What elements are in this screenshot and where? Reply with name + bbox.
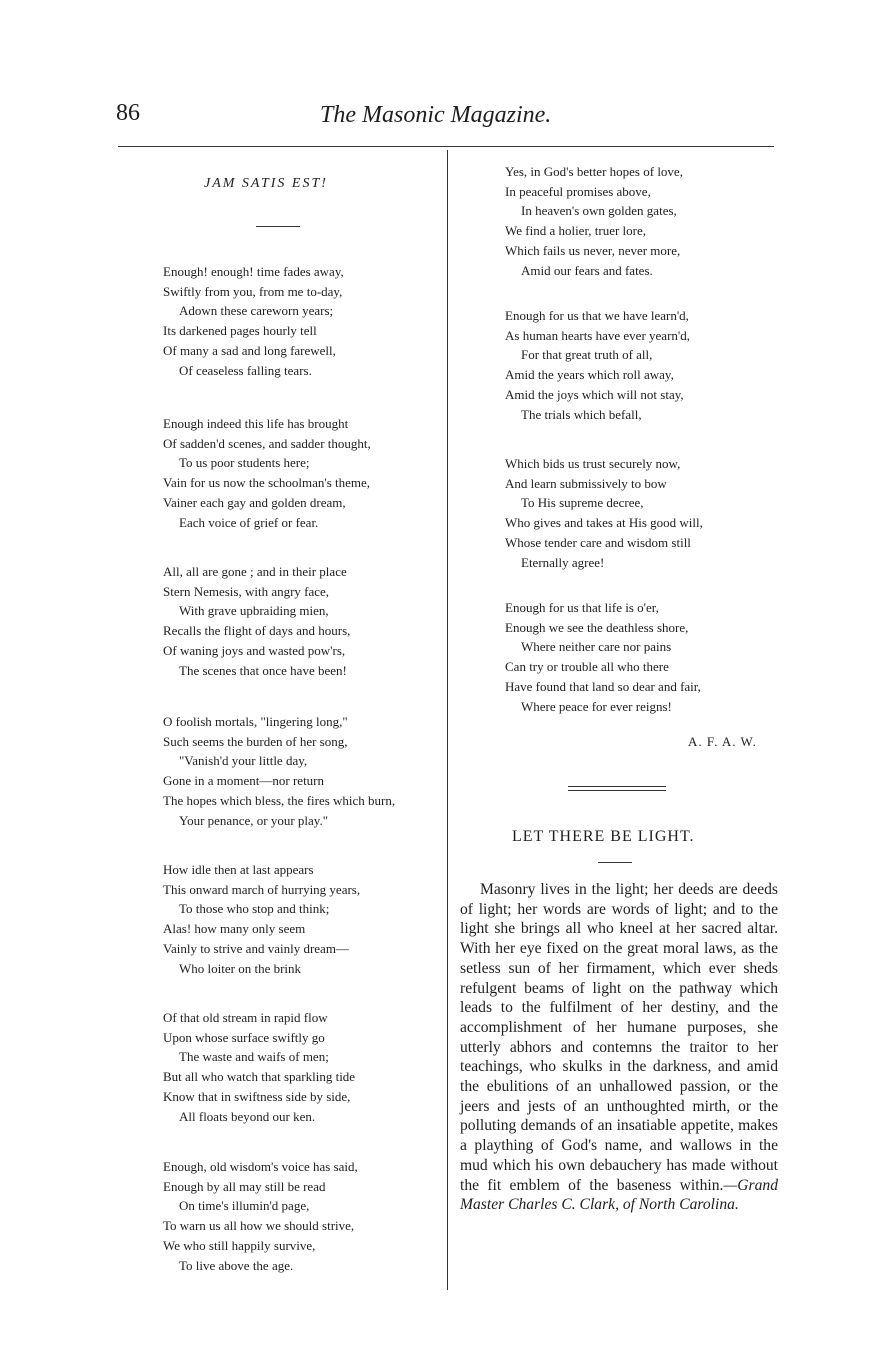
poem-line: Vainer each gay and golden dream, (163, 494, 346, 510)
poem-line: Enough by all may still be read (163, 1178, 326, 1194)
page-number: 86 (116, 100, 140, 126)
poem-line: All floats beyond our ken. (179, 1108, 316, 1124)
poem-stanza (163, 1157, 358, 1275)
section-divider-rule (568, 786, 666, 787)
poem-line: The waste and waifs of men; (179, 1049, 329, 1065)
poem-line: For that great truth of all, (521, 347, 653, 363)
poem-line: Of ceaseless falling tears. (179, 362, 312, 378)
poem-line: Where peace for ever reigns! (521, 698, 672, 714)
poem-line: Which fails us never, never more, (505, 242, 681, 258)
poem-stanza (163, 712, 395, 830)
poem-line: Swiftly from you, from me to-day, (163, 283, 343, 299)
poem-line: Yes, in God's better hopes of love, (505, 164, 683, 179)
poem-line: Its darkened pages hourly tell (163, 323, 317, 339)
poem-line: Enough, old wisdom's voice has said, (163, 1159, 358, 1174)
poem-line: To those who stop and think; (179, 901, 330, 917)
article-attribution: —Grand Master Charles C. Clark, of North Carolina. (460, 1176, 778, 1214)
poem-line: Can try or trouble all who there (505, 659, 669, 675)
article-title-rule (598, 862, 632, 863)
poem-line: Enough! enough! time fades away, (163, 264, 344, 279)
poem-line: Have found that land so dear and fair, (505, 678, 701, 694)
article-text: Masonry lives in the light; her deeds are deeds of light; her words are words of light; and to the light she brings all who kneel at her sacred altar. With her eye fixed on the great moral laws, as the setless sun of her firmament, which ever sheds refulgent beams of light on the pathway which leads to the fulfilment of her destiny, and the accomplishment of her humane purposes, she utterly abhors and contemns the traitor to her teachings, who skulks in the darkness, and amid the ebulitions of an unhallowed passion, or the jeers and jests of an unthoughted mirth, or the polluting demands of an insatiable appetite, makes a plaything of God's name, and wallows in the mud which his own debauchery has made without the fit emblem of the baseness within. (460, 881, 778, 1194)
poem-line: And learn submissively to bow (505, 475, 667, 491)
poem-line: Such seems the burden of her song, (163, 733, 348, 749)
page-header (0, 0, 880, 140)
poem-line: Amid the joys which will not stay, (505, 386, 684, 402)
poem-line: Vain for us now the schoolman's theme, (163, 475, 371, 491)
poem-line: Upon whose surface swiftly go (163, 1029, 325, 1045)
poem-stanza (505, 598, 701, 716)
poem-line: Amid the years which roll away, (505, 367, 674, 383)
poem-line: To His supreme decree, (521, 495, 644, 511)
poem-stanza (505, 162, 683, 280)
poem-line: Know that in swiftness side by side, (163, 1088, 351, 1104)
poem-line: With grave upbraiding mien, (179, 603, 329, 619)
poem-line: Enough for us that we have learn'd, (505, 308, 689, 323)
poem-stanza (505, 454, 703, 572)
poem-title-rule (256, 226, 300, 227)
poem-line: In heaven's own golden gates, (521, 203, 677, 219)
poem-line: Gone in a moment—nor return (163, 773, 325, 789)
section-divider-rule (568, 790, 666, 791)
header-rule (118, 146, 774, 147)
poem-line: Stern Nemesis, with angry face, (163, 583, 330, 599)
poem-line: We find a holier, truer lore, (505, 223, 647, 239)
poem-line: Enough indeed this life has brought (163, 416, 349, 431)
poem-line: We who still happily survive, (163, 1237, 316, 1253)
poem-title: JAM SATIS EST! (204, 176, 328, 191)
poem-stanza (163, 1008, 355, 1126)
article-body (460, 880, 778, 1215)
poem-stanza (163, 262, 344, 380)
poem-line: Eternally agree! (521, 554, 605, 570)
poem-line: Who loiter on the brink (179, 960, 302, 976)
poem-line: Who gives and takes at His good will, (505, 515, 703, 531)
poem-line: Adown these careworn years; (179, 303, 334, 319)
poem-line: Enough we see the deathless shore, (505, 619, 689, 635)
poem-line: "Vanish'd your little day, (179, 753, 308, 769)
poem-stanza (163, 562, 350, 680)
poem-line: Each voice of grief or fear. (179, 514, 319, 530)
poem-signature: A. F. A. W. (688, 734, 757, 749)
poem-line: To live above the age. (179, 1257, 294, 1273)
poem-line: Of many a sad and long farewell, (163, 342, 336, 358)
poem-line: Vainly to strive and vainly dream— (163, 940, 349, 956)
poem-line: How idle then at last appears (163, 862, 314, 877)
poem-stanza (163, 860, 360, 978)
poem-line: Enough for us that life is o'er, (505, 600, 659, 615)
poem-line: Of waning joys and wasted pow'rs, (163, 642, 346, 658)
poem-line: Amid our fears and fates. (521, 262, 653, 278)
poem-line: All, all are gone ; and in their place (163, 564, 347, 579)
poem-line: In peaceful promises above, (505, 183, 651, 199)
poem-line: Your penance, or your play." (179, 812, 328, 828)
poem-line: The scenes that once have been! (179, 662, 347, 678)
running-title: The Masonic Magazine. (320, 102, 552, 128)
column-divider (447, 150, 448, 1290)
poem-line: This onward march of hurrying years, (163, 881, 361, 897)
poem-line: The hopes which bless, the fires which burn, (163, 792, 396, 808)
article-title: LET THERE BE LIGHT. (512, 828, 695, 845)
poem-line: Of sadden'd scenes, and sadder thought, (163, 435, 371, 451)
poem-stanza (163, 414, 371, 532)
poem-line: On time's illumin'd page, (179, 1198, 310, 1214)
poem-line: O foolish mortals, "lingering long," (163, 714, 348, 729)
poem-line: Alas! how many only seem (163, 921, 306, 937)
poem-line: Of that old stream in rapid flow (163, 1010, 328, 1025)
poem-line: To warn us all how we should strive, (163, 1218, 355, 1234)
poem-line: As human hearts have ever yearn'd, (505, 327, 690, 343)
poem-stanza (505, 306, 690, 424)
poem-line: Which bids us trust securely now, (505, 456, 681, 471)
poem-line: The trials which befall, (521, 406, 642, 422)
poem-line: To us poor students here; (179, 455, 310, 471)
poem-line: But all who watch that sparkling tide (163, 1069, 356, 1085)
poem-line: Recalls the flight of days and hours, (163, 623, 351, 639)
poem-line: Where neither care nor pains (521, 639, 672, 655)
poem-line: Whose tender care and wisdom still (505, 534, 691, 550)
